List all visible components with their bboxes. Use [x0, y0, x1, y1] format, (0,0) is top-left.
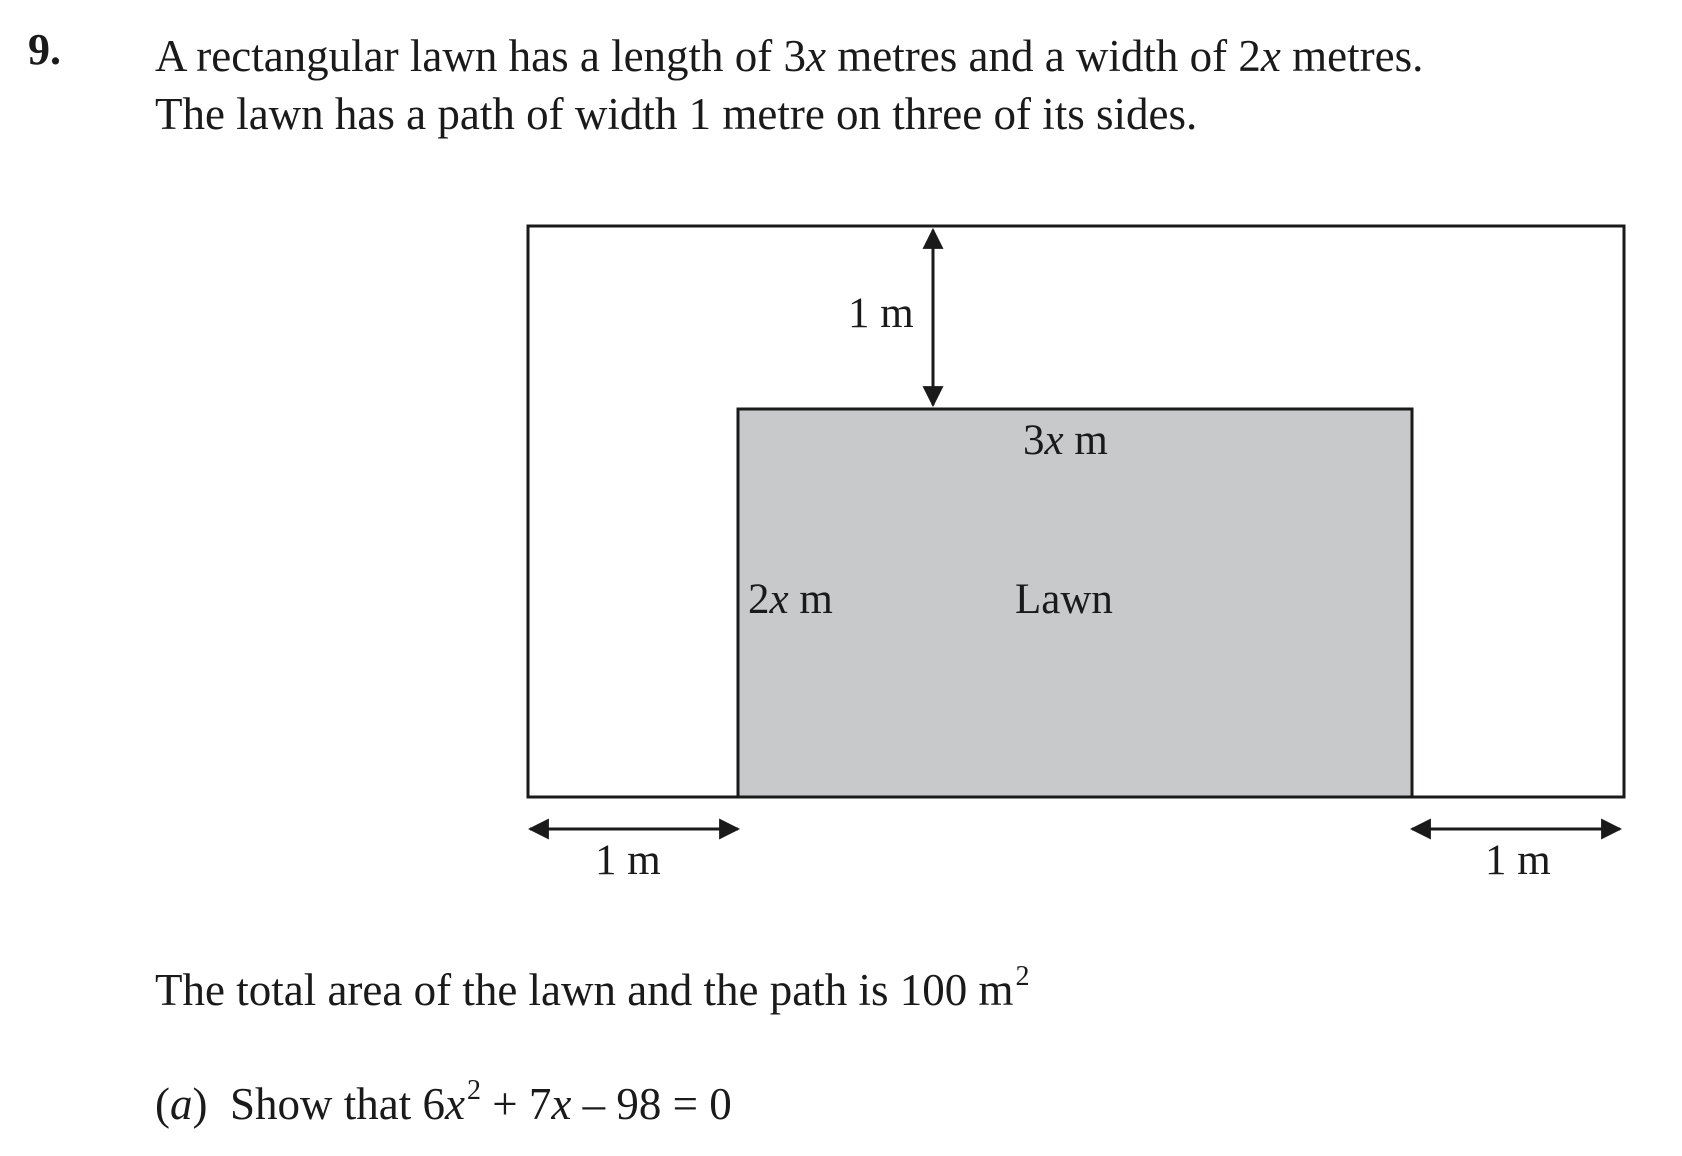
variable-x: x [806, 31, 827, 81]
part-a [155, 1075, 732, 1129]
total-area-text: The total area of the lawn and the path is 100 m [155, 965, 1014, 1015]
part-a-rest: – 98 = 0 [571, 1079, 732, 1129]
squared-exponent: 2 [467, 1075, 481, 1106]
total-area-statement [155, 961, 1030, 1015]
lawn-label: Lawn [1015, 576, 1113, 623]
variable-x: x [551, 1079, 572, 1129]
part-a-text: Show that 6 [230, 1079, 446, 1129]
question-intro-line-2: The lawn has a path of width 1 metre on three of its sides. [155, 89, 1198, 139]
lawn-width-label: 2x m [748, 576, 833, 623]
right-path-label: 1 m [1485, 837, 1551, 884]
intro-text-c: metres. [1280, 31, 1424, 81]
variable-x: x [1260, 31, 1281, 81]
intro-text-a: A rectangular lawn has a length of 3 [155, 31, 807, 81]
left-path-label: 1 m [595, 837, 661, 884]
question-number: 9. [28, 25, 61, 74]
part-a-plus: + 7 [481, 1079, 552, 1129]
intro-text-b: metres and a width of 2 [826, 31, 1261, 81]
top-path-label: 1 m [848, 290, 914, 337]
lawn-length-label: 3x m [1023, 417, 1108, 464]
part-a-label: (a) [155, 1079, 208, 1129]
variable-x: x [445, 1079, 465, 1129]
area-exponent: 2 [1015, 961, 1030, 992]
